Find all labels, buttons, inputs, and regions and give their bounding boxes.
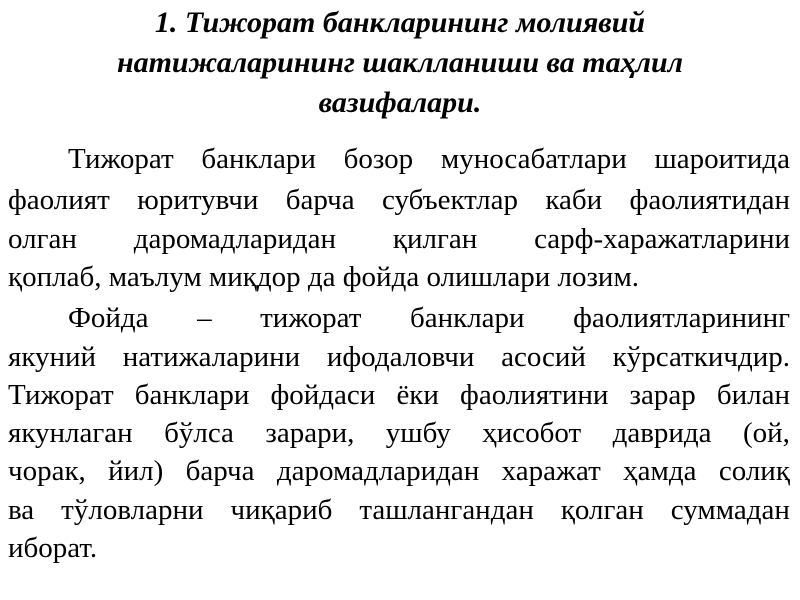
- word: чорак,: [8, 455, 86, 487]
- word: тижорат: [260, 302, 362, 334]
- word: фойдаси: [270, 379, 376, 411]
- word: фаолиятларининг: [573, 302, 790, 334]
- section-heading-line-2: натижаларининг шаклланиши ва таҳлил: [116, 46, 684, 79]
- word: шароитида: [654, 143, 790, 175]
- paragraph-1-line-3: [8, 220, 790, 258]
- word: суммадан: [670, 494, 790, 526]
- word: асосий: [501, 341, 586, 373]
- word: зарари,: [265, 417, 355, 449]
- word: даромадларидан: [276, 455, 480, 487]
- word: фаолиятини: [460, 379, 609, 411]
- word: зарар: [629, 379, 696, 411]
- word: солиқ: [718, 455, 790, 487]
- word: муносабатлари: [440, 143, 627, 175]
- word: банклари: [201, 143, 316, 175]
- word: даромадларидан: [133, 223, 337, 255]
- word: банклари: [134, 379, 250, 411]
- word: якуний: [8, 341, 97, 373]
- word: (ой,: [742, 417, 790, 449]
- word: барча: [285, 184, 355, 216]
- word: ташлангандан: [359, 494, 534, 526]
- word: харажат: [501, 455, 601, 487]
- word: субъектлар: [381, 184, 518, 216]
- section-heading-line-1: 1. Тижорат банкларининг молиявий: [154, 6, 646, 39]
- word: ёки: [396, 379, 439, 411]
- word: Тижорат: [68, 143, 174, 175]
- word: якунлаган: [8, 417, 133, 449]
- word: Тижорат: [8, 379, 114, 411]
- word: ҳамда: [623, 455, 697, 487]
- section-heading-line-3: вазифалари.: [318, 86, 482, 119]
- word: билан: [716, 379, 790, 411]
- paragraph-2-line-4: [8, 414, 790, 452]
- word: олган: [8, 223, 77, 255]
- word: даврида: [612, 417, 712, 449]
- paragraph-2-line-1: [68, 299, 790, 337]
- paragraph-2-line-5: [8, 452, 790, 490]
- word: йил): [108, 455, 164, 487]
- paragraph-1-line-4: қоплаб, маълум миқдор да фойда олишлари лозим.: [8, 261, 640, 293]
- word: каби: [545, 184, 603, 216]
- word: фаолият: [8, 184, 110, 216]
- word: чиқариб: [230, 494, 333, 526]
- word: банклари: [409, 302, 525, 334]
- word: натижаларини: [122, 341, 301, 373]
- word: юритувчи: [137, 184, 259, 216]
- word: ушбу: [385, 417, 451, 449]
- paragraph-2-line-7: иборат.: [8, 532, 98, 564]
- word: –: [197, 302, 212, 334]
- word: барча: [185, 455, 255, 487]
- word: кўрсаткичдир.: [612, 341, 790, 373]
- word: тўловларни: [61, 494, 204, 526]
- paragraph-2-line-2: [8, 338, 790, 376]
- paragraph-1-line-2: [8, 181, 790, 219]
- word: қилган: [392, 223, 478, 255]
- paragraph-2-line-6: [8, 491, 790, 529]
- word: ифодаловчи: [326, 341, 475, 373]
- word: ҳисобот: [482, 417, 582, 449]
- word: бозор: [343, 143, 414, 175]
- word: Фойда: [68, 302, 149, 334]
- word: сарф-харажатларини: [534, 223, 790, 255]
- word: фаолиятидан: [629, 184, 790, 216]
- paragraph-2-line-3: [8, 376, 790, 414]
- paragraph-1-line-1: [68, 140, 790, 178]
- word: ва: [8, 494, 35, 526]
- word: қолган: [560, 494, 644, 526]
- word: бўлса: [164, 417, 234, 449]
